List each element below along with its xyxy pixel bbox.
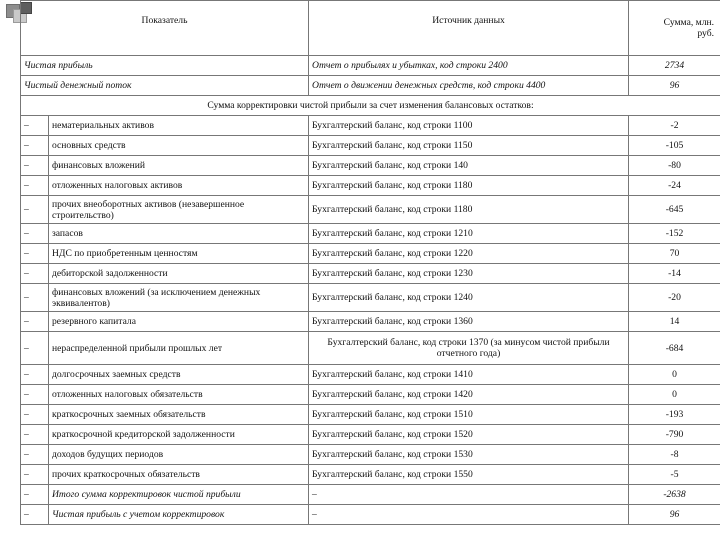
- row-dash: –: [21, 116, 49, 136]
- header-amount: [629, 1, 720, 56]
- total-row: [21, 485, 720, 505]
- row-source: Бухгалтерский баланс, код строки 1550: [309, 465, 629, 485]
- row-source: Бухгалтерский баланс, код строки 1420: [309, 385, 629, 405]
- section-title-row: [21, 96, 720, 116]
- table-row: [21, 244, 720, 264]
- row-label: Чистая прибыль: [21, 56, 309, 76]
- row-source: Бухгалтерский баланс, код строки 1520: [309, 425, 629, 445]
- row-dash: –: [21, 224, 49, 244]
- header-indicator: Показатель: [21, 1, 309, 56]
- row-value: -152: [629, 224, 720, 244]
- row-label: краткосрочной кредиторской задолженности: [49, 425, 309, 445]
- row-dash: –: [21, 244, 49, 264]
- row-label: НДС по приобретенным ценностям: [49, 244, 309, 264]
- row-value: 0: [629, 365, 720, 385]
- row-source: Бухгалтерский баланс, код строки 1100: [309, 116, 629, 136]
- table-row: [21, 56, 720, 76]
- table-row: [21, 176, 720, 196]
- row-source: Бухгалтерский баланс, код строки 1530: [309, 445, 629, 465]
- row-source: Бухгалтерский баланс, код строки 1150: [309, 136, 629, 156]
- row-source: Бухгалтерский баланс, код строки 1210: [309, 224, 629, 244]
- row-value: -14: [629, 264, 720, 284]
- row-label: запасов: [49, 224, 309, 244]
- row-dash: –: [21, 312, 49, 332]
- row-value: -2: [629, 116, 720, 136]
- row-source: Бухгалтерский баланс, код строки 1240: [309, 284, 629, 312]
- table-row: [21, 332, 720, 365]
- table-row: [21, 264, 720, 284]
- total-value: 96: [629, 505, 720, 525]
- table-row: [21, 224, 720, 244]
- row-label: финансовых вложений (за исключением денежных эквивалентов): [49, 284, 309, 312]
- table-row: [21, 196, 720, 224]
- total-source: –: [309, 505, 629, 525]
- table-row: [21, 445, 720, 465]
- total-label: Итого сумма корректировок чистой прибыли: [49, 485, 309, 505]
- row-source: Бухгалтерский баланс, код строки 1410: [309, 365, 629, 385]
- row-value: -105: [629, 136, 720, 156]
- row-label: отложенных налоговых обязательств: [49, 385, 309, 405]
- row-label: дебиторской задолженности: [49, 264, 309, 284]
- table-row: [21, 365, 720, 385]
- row-value: 14: [629, 312, 720, 332]
- row-label: доходов будущих периодов: [49, 445, 309, 465]
- table-row: [21, 385, 720, 405]
- row-dash: –: [21, 485, 49, 505]
- row-value: -645: [629, 196, 720, 224]
- table-row: [21, 76, 720, 96]
- row-label: краткосрочных заемных обязательств: [49, 405, 309, 425]
- table-row: [21, 312, 720, 332]
- row-value: -790: [629, 425, 720, 445]
- row-dash: –: [21, 284, 49, 312]
- header-amount-line2: руб.: [697, 28, 715, 39]
- header-amount-line1: Сумма, млн.: [663, 17, 715, 28]
- row-value: -80: [629, 156, 720, 176]
- row-value: -24: [629, 176, 720, 196]
- row-value: -8: [629, 445, 720, 465]
- row-value: -684: [629, 332, 720, 365]
- row-value: -193: [629, 405, 720, 425]
- row-label: отложенных налоговых активов: [49, 176, 309, 196]
- row-dash: –: [21, 505, 49, 525]
- row-label: нераспределенной прибыли прошлых лет: [49, 332, 309, 365]
- row-source: Бухгалтерский баланс, код строки 1370 (за минусом чистой прибыли отчетного года): [309, 332, 629, 365]
- table-header-row: [21, 1, 720, 56]
- row-label: основных средств: [49, 136, 309, 156]
- total-label: Чистая прибыль с учетом корректировок: [49, 505, 309, 525]
- total-source: –: [309, 485, 629, 505]
- header-source: Источник данных: [309, 1, 629, 56]
- row-value: 70: [629, 244, 720, 264]
- row-source: Бухгалтерский баланс, код строки 140: [309, 156, 629, 176]
- row-label: резервного капитала: [49, 312, 309, 332]
- row-label: Чистый денежный поток: [21, 76, 309, 96]
- row-value: 2734: [629, 56, 720, 76]
- row-dash: –: [21, 405, 49, 425]
- section-title: Сумма корректировки чистой прибыли за счет изменения балансовых остатков:: [21, 96, 720, 116]
- table-row: [21, 116, 720, 136]
- cash-flow-adjustment-table: [20, 0, 720, 525]
- table-row: [21, 425, 720, 445]
- row-dash: –: [21, 136, 49, 156]
- row-dash: –: [21, 445, 49, 465]
- table-row: [21, 405, 720, 425]
- row-label: прочих краткосрочных обязательств: [49, 465, 309, 485]
- row-source: Бухгалтерский баланс, код строки 1510: [309, 405, 629, 425]
- row-source: Бухгалтерский баланс, код строки 1180: [309, 176, 629, 196]
- row-label: нематериальных активов: [49, 116, 309, 136]
- table-row: [21, 284, 720, 312]
- row-label: прочих внеоборотных активов (незавершенное строительство): [49, 196, 309, 224]
- row-source: Бухгалтерский баланс, код строки 1220: [309, 244, 629, 264]
- row-source: Бухгалтерский баланс, код строки 1230: [309, 264, 629, 284]
- row-value: -5: [629, 465, 720, 485]
- table-row: [21, 465, 720, 485]
- total-value: -2638: [629, 485, 720, 505]
- row-value: -20: [629, 284, 720, 312]
- row-value: 96: [629, 76, 720, 96]
- row-value: 0: [629, 385, 720, 405]
- row-dash: –: [21, 465, 49, 485]
- row-dash: –: [21, 425, 49, 445]
- table-row: [21, 136, 720, 156]
- row-dash: –: [21, 156, 49, 176]
- row-dash: –: [21, 264, 49, 284]
- total-row: [21, 505, 720, 525]
- table-row: [21, 156, 720, 176]
- row-source: Отчет о прибылях и убытках, код строки 2400: [309, 56, 629, 76]
- row-dash: –: [21, 332, 49, 365]
- row-source: Бухгалтерский баланс, код строки 1360: [309, 312, 629, 332]
- row-dash: –: [21, 385, 49, 405]
- row-dash: –: [21, 176, 49, 196]
- row-label: долгосрочных заемных средств: [49, 365, 309, 385]
- row-dash: –: [21, 365, 49, 385]
- row-source: Бухгалтерский баланс, код строки 1180: [309, 196, 629, 224]
- row-label: финансовых вложений: [49, 156, 309, 176]
- row-source: Отчет о движении денежных средств, код строки 4400: [309, 76, 629, 96]
- row-dash: –: [21, 196, 49, 224]
